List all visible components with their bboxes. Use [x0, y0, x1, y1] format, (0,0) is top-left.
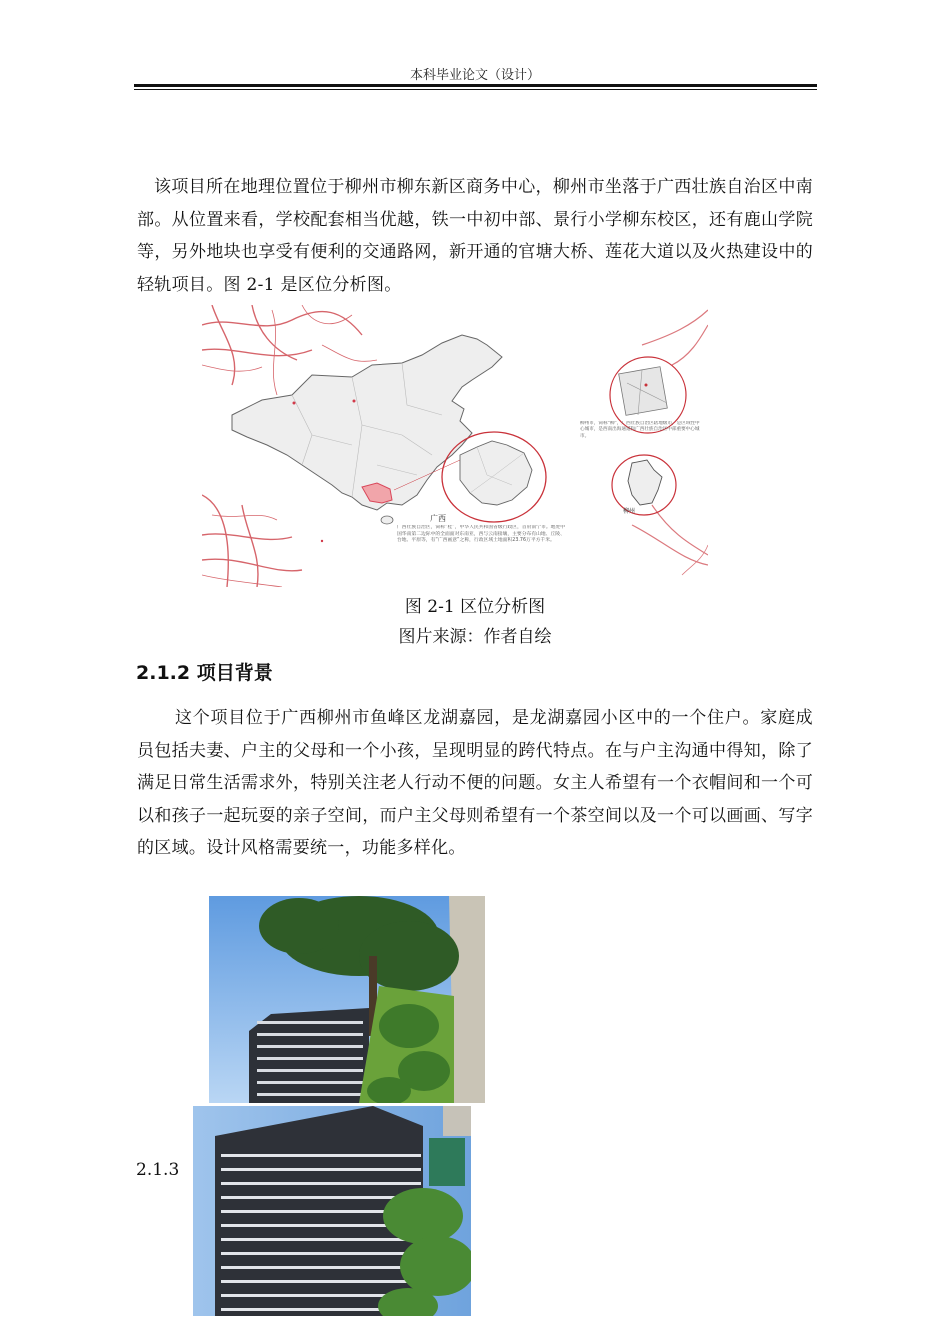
figure-caption: 图 2-1 区位分析图	[404, 597, 546, 617]
location-analysis-figure	[202, 305, 708, 587]
paragraph-location: 该项目所在地理位置位于柳州市柳东新区商务中心，柳州市坐落于广西壮族自治区中南部。从位置来看，学校配套相当优越，铁一中初中部、景行小学柳东校区，还有鹿山学院等，另外地块也享受有便利的交通路网，新开通的官塘大桥、莲花大道以及火热建设中的轻轨项目。图 2-1 是区位分析图。	[137, 177, 813, 295]
hainan-island	[381, 516, 393, 524]
paragraph-project-background: 这个项目位于广西柳州市鱼峰区龙湖嘉园，是龙湖嘉园小区中的一个住户。家庭成员包括夫妻、户主的父母和一个小孩，呈现明显的跨代特点。在与户主沟通中得知，除了满足日常生活需求外，特别关注老人行动不便的问题。女主人希望有一个衣帽间和一个可以和孩子一起玩耍的亲子空间，而户主父母则希望有一个茶空间以及一个可以画画、写字的区域。设计风格需要统一，功能多样化。	[137, 708, 813, 858]
green-kiosk	[429, 1138, 465, 1186]
residential-photo-2	[193, 1106, 471, 1316]
section-heading-2-1-2: 2.1.2 项目背景	[136, 662, 273, 684]
header-rule	[134, 84, 817, 87]
section-heading-2-1-3: 2.1.3	[136, 1160, 180, 1180]
header-rule-thin	[134, 89, 817, 90]
figure-source: 图片来源：作者自绘	[398, 627, 552, 647]
liuzhou-label: 柳州	[623, 508, 636, 515]
guangxi-label: 广西	[430, 514, 446, 523]
liuzhou-description: 柳州市，简称“柳”，广西壮族自治区辖地级市，是区域性中心城市，是西南出海通道和广西壮族自治区中部重要中心城市。	[580, 421, 700, 439]
guangxi-description: 广西壮族自治区，简称“桂”，中华人民共和国省级行政区，首府南宁市。地处中国华南第二边际中的全面面对东南亚，西与云南接壤，主要分布有山地、丘陵、台地、平原等，有“广西画意”之称，行政区域土地面积23.76万平方千米。	[397, 525, 566, 544]
page-header: 本科毕业论文（设计）	[409, 68, 540, 83]
residential-photo-1	[209, 896, 485, 1103]
